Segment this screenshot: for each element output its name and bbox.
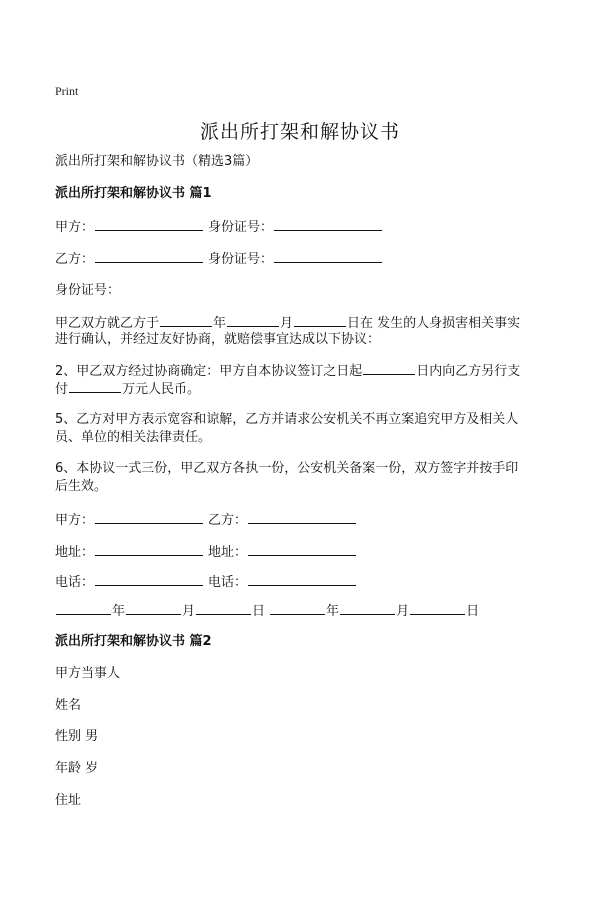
id-label: 身份证号： <box>208 220 274 235</box>
id-label-2: 身份证号： <box>208 252 274 267</box>
party-a-id-blank[interactable] <box>274 216 382 231</box>
address-b-label: 地址： <box>208 545 248 560</box>
date-b-day-blank[interactable] <box>410 600 465 615</box>
clause-6-line-1: 6、本协议一式三份，甲乙双方各执一份，公安机关备案一份，双方签字并按手印 <box>55 461 519 476</box>
party-b-blank[interactable] <box>95 248 203 263</box>
clause-2-text-d: 万元人民币。 <box>122 382 201 397</box>
year-label: 年 <box>213 316 227 331</box>
clause-1-day-blank[interactable] <box>294 312 346 327</box>
address-row <box>55 541 357 563</box>
date-a-month-label: 月 <box>182 604 196 619</box>
section-2-party-a: 甲方当事人 <box>55 666 121 681</box>
clause-2-amount-blank[interactable] <box>69 378 121 393</box>
sign-party-a-label: 甲方： <box>55 513 95 528</box>
party-a-blank[interactable] <box>95 216 203 231</box>
date-a-day-label: 日 <box>252 604 266 619</box>
date-b-month-blank[interactable] <box>340 600 395 615</box>
section-2-name: 姓名 <box>55 698 82 713</box>
date-row <box>55 600 479 622</box>
phone-b-label: 电话： <box>208 575 248 590</box>
party-b-label: 乙方： <box>55 252 95 267</box>
address-a-blank[interactable] <box>95 541 203 556</box>
phone-a-label: 电话： <box>55 575 95 590</box>
address-a-label: 地址： <box>55 545 95 560</box>
clause-1-year-blank[interactable] <box>160 312 212 327</box>
sign-party-b-blank[interactable] <box>248 509 356 524</box>
clause-1-month-blank[interactable] <box>227 312 279 327</box>
signature-row <box>55 509 357 531</box>
month-label: 月 <box>280 316 294 331</box>
clause-2-line-2 <box>55 378 200 400</box>
clause-1-text-b: 日在 发生的人身损害相关事实 <box>347 316 521 331</box>
address-b-blank[interactable] <box>248 541 356 556</box>
section-2-gender: 性别 男 <box>55 729 99 744</box>
clause-2-text-b: 日内向乙方另行支 <box>416 364 521 379</box>
section-2-heading: 派出所打架和解协议书 篇2 <box>55 634 212 649</box>
section-1-heading: 派出所打架和解协议书 篇1 <box>55 186 212 201</box>
date-b-month-label: 月 <box>396 604 410 619</box>
date-a-year-blank[interactable] <box>56 600 111 615</box>
party-a-row <box>55 216 383 238</box>
phone-row <box>55 571 357 593</box>
date-b-year-blank[interactable] <box>270 600 325 615</box>
clause-5-line-1: 5、乙方对甲方表示宽容和谅解，乙方并请求公安机关不再立案追究甲方及相关人 <box>55 412 519 427</box>
date-a-day-blank[interactable] <box>196 600 251 615</box>
clause-2-text-a: 2、甲乙双方经过协商确定：甲方自本协议签订之日起 <box>55 364 363 379</box>
sign-party-b-label: 乙方： <box>208 513 248 528</box>
section-2-age: 年龄 岁 <box>55 761 99 776</box>
clause-2-text-c: 付 <box>55 382 69 397</box>
date-a-year-label: 年 <box>112 604 126 619</box>
id-label-3: 身份证号： <box>55 283 121 298</box>
party-b-row <box>55 248 383 270</box>
party-b-id-blank[interactable] <box>274 248 382 263</box>
document-subtitle: 派出所打架和解协议书（精选3篇） <box>55 154 259 169</box>
page-title: 派出所打架和解协议书 <box>199 121 400 143</box>
clause-1-text-a: 甲乙双方就乙方于 <box>55 316 160 331</box>
clause-2-days-blank[interactable] <box>363 360 415 375</box>
section-2-address: 住址 <box>55 793 82 808</box>
phone-b-blank[interactable] <box>248 571 356 586</box>
party-a-label: 甲方： <box>55 220 95 235</box>
phone-a-blank[interactable] <box>95 571 203 586</box>
sign-party-a-blank[interactable] <box>95 509 203 524</box>
date-b-day-label: 日 <box>466 604 480 619</box>
clause-6-line-2: 后生效。 <box>55 479 108 494</box>
clause-1-line-2: 进行确认，并经过友好协商，就赔偿事宜达成以下协议： <box>55 332 381 347</box>
clause-5-line-2: 员、单位的相关法律责任。 <box>55 430 212 445</box>
date-a-month-blank[interactable] <box>126 600 181 615</box>
print-label: Print <box>55 84 79 98</box>
date-b-year-label: 年 <box>326 604 340 619</box>
